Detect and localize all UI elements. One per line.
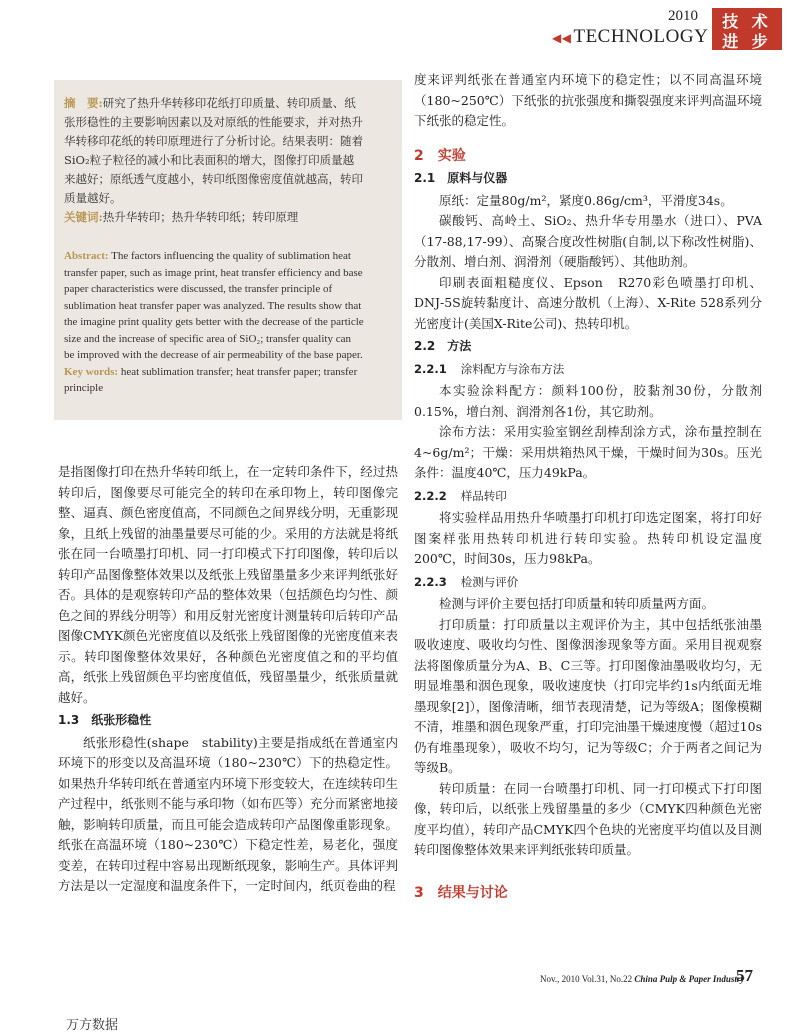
- keywords-en-text: heat sublimation transfer; heat transfer paper; transfer principle: [64, 365, 358, 394]
- header-year: 2010: [668, 8, 698, 24]
- section-heading-2-2: 2.2 方法: [414, 339, 472, 353]
- paragraph-sample-transfer: 将实验样品用热升华喷墨打印机打印选定图案，将打印好图案样张用热转印机进行转印实验。热转印机设定温度200℃，时间30s，压力98kPa。: [414, 510, 762, 566]
- paragraph-stability-cont: 度来评判纸张在普通室内环境下的稳定性；以不同高温环境（180~250℃）下纸张的抗张强度和撕裂强度来评判高温环境下纸张的稳定性。: [414, 72, 762, 128]
- abstract-cn: [64, 94, 364, 227]
- right-column: [414, 70, 762, 905]
- section-heading-2-2-3: [414, 572, 762, 593]
- paragraph-shape-stability: 纸张形稳性(shape stability)主要是指成纸在普通室内环境下的形变以及高温环境（180~230℃）下的热稳定性。如果热升华转印纸在普通室内环境下形变较大，在连续转印生产过程中，纸张则不能与承印物（如布匹等）充分而紧密地接触，影响转印质量，而且可能会造成转印产品图像重影现象。纸张在高温环境（180~230℃）下稳定性差，易老化，强度变差，在转印过程中容易出现断纸现象，影响生产。具体评判方法是以一定湿度和温度条件下，一定时间内，纸页卷曲的程: [58, 734, 398, 893]
- heading-number: 2.2.3: [414, 574, 447, 589]
- keywords-cn-label: 关键词:: [64, 210, 103, 224]
- paragraph-coating-formula: 本实验涂料配方：颜料100份，胶黏剂30份，分散剂0.15%，增白剂、润滑剂各1份，其它助剂。: [414, 383, 762, 419]
- header-section-cn-2: 进 步: [722, 32, 772, 51]
- section-heading-2-1: 2.1 原料与仪器: [414, 171, 508, 185]
- watermark: 万方数据: [66, 1018, 119, 1033]
- paragraph-transfer-quality: 转印质量：在同一台喷墨打印机、同一打印模式下打印图像，转印后，以纸张上残留墨量的多少（CMYK四种颜色光密度平均值），转印产品CMYK四个色块的光密度平均值以及目测转印图像整体效果来评判纸张转印质量。: [414, 780, 762, 857]
- section-heading-2: 2 实验: [414, 147, 466, 164]
- keywords-en-label: Key words:: [64, 365, 119, 378]
- left-column: [58, 462, 398, 897]
- heading-number: 2.2.1: [414, 361, 447, 376]
- double-arrow-icon: ◀◀: [552, 31, 572, 45]
- heading-text: 检测与评价: [460, 574, 519, 589]
- section-heading-1-3: 1.3 纸张形稳性: [58, 713, 152, 727]
- paragraph-evaluation-intro: 检测与评价主要包括打印质量和转印质量两方面。: [439, 596, 715, 611]
- section-heading-3: 3 结果与讨论: [414, 884, 508, 901]
- heading-text: 涂料配方与涂布方法: [460, 361, 565, 376]
- abstract-en-label: Abstract:: [64, 250, 109, 262]
- footer-journal: China Pulp & Paper Industry: [634, 974, 745, 984]
- header-section-badge: [712, 8, 782, 50]
- heading-text: 样品转印: [460, 488, 507, 503]
- section-heading-2-2-2: [414, 486, 762, 507]
- header-section-cn-1: 技 术: [722, 12, 772, 31]
- header-section-en-text: TECHNOLOGY: [573, 26, 709, 47]
- keywords-cn-text: 热升华转印；热升华转印纸；转印原理: [102, 210, 299, 224]
- paragraph-transfer-quality-cont: 是指图像打印在热升华转印纸上，在一定转印条件下，经过热转印后，图像要尽可能完全的转印在承印物上，转印图像完整、逼真、颜色密度值高，不同颜色之间界线分明，无重影现象，且纸上残留的油墨量要尽可能的少。采用的方法就是将纸张在同一台喷墨打印机、同一打印模式下打印图像，转印后以转印产品图像整体效果以及纸张上残留墨量多少来评判纸张好否。具体的是观察转印产品的整体效果（包括颜色均匀性、颜色之间的界线分明等）和用反射光密度计测量转印后转印产品图像CMYK颜色光密度值以及纸张上残留图像的光密度值来表示。转印图像整体效果好，各种颜色光密度值之和的平均值高，纸张上残留颜色平均密度值低，残留墨量少，纸张质量就越好。: [58, 464, 398, 705]
- paragraph-materials: 碳酸钙、高岭土、SiO₂、热升华专用墨水（进口）、PVA（17-88,17-99）、高聚合度改性树脂(自制,以下称改性树脂)、分散剂、增白剂、润滑剂（硬脂酸钙）、其他助剂。: [414, 213, 762, 269]
- footer-date: Nov., 2010: [540, 974, 580, 984]
- page-number: 57: [736, 966, 753, 985]
- footer-volume: Vol.31, No.22: [581, 974, 633, 984]
- paragraph-base-paper: 原纸：定量80g/m²，紧度0.86g/cm³，平滑度34s。: [439, 192, 733, 208]
- paragraph-coating-method: 涂布方法：采用实验室钢丝刮棒刮涂方式，涂布量控制在4~6g/m²；干燥：采用烘箱热风干燥，干燥时间为30s。压光条件：温度40℃，压力49kPa。: [414, 424, 762, 480]
- paragraph-instruments: 印刷表面粗糙度仪、Epson R270彩色喷墨打印机、DNJ-5S旋转黏度计、高速分散机（上海）、X-Rite 528系列分光密度计(美国X-Rite公司)、热转印机。: [414, 274, 762, 331]
- abstract-cn-text: 研究了热升华转移印花纸打印质量、转印质量、纸张形稳性的主要影响因素以及对原纸的性能要求，并对热升华转移印花纸的转印原理进行了分析讨论。结果表明：随着SiO₂粒子粒径的减小和比表面积的增大，图像打印质量越来越好；原纸透气度越小，转印纸图像密度值就越高，转印质量越好。: [64, 96, 363, 205]
- abstract-en-text: The factors influencing the quality of sublimation heat transfer paper, such as image print, heat transfer efficiency and base paper characteristics were discussed, the transfer principle of sublimation heat transfer paper was analyzed. The results show that the imagine print quality gets better with the decrease of the particle size and the increase of specific area of SiO₂; transfer quality can be improved with the decrease of air permeability of the base paper.: [64, 250, 364, 361]
- footer-citation: [540, 974, 744, 984]
- abstract-en: [64, 248, 364, 397]
- heading-number: 2.2.2: [414, 488, 447, 503]
- paragraph-print-quality: 打印质量：打印质量以主观评价为主，其中包括纸张油墨吸收速度、吸收均匀性、图像洇渗现象等方面。采用目视观察法将图像质量分为A、B、C三等。打印图像油墨吸收均匀，无明显堆墨和洇色现象，吸收速度快（打印完毕约1s内纸面无堆墨现象[2]），图像清晰，细节表现清楚，记为等级A；图像模糊不清，堆墨和洇色现象严重，打印完油墨干燥速度慢（超过10s仍有堆墨现象），吸收不均匀，记为等级C；介于两者之间记为等级B。: [414, 616, 762, 775]
- section-heading-2-2-1: [414, 359, 762, 380]
- header-section-en: [552, 26, 708, 48]
- abstract-cn-label: 摘 要:: [64, 96, 103, 110]
